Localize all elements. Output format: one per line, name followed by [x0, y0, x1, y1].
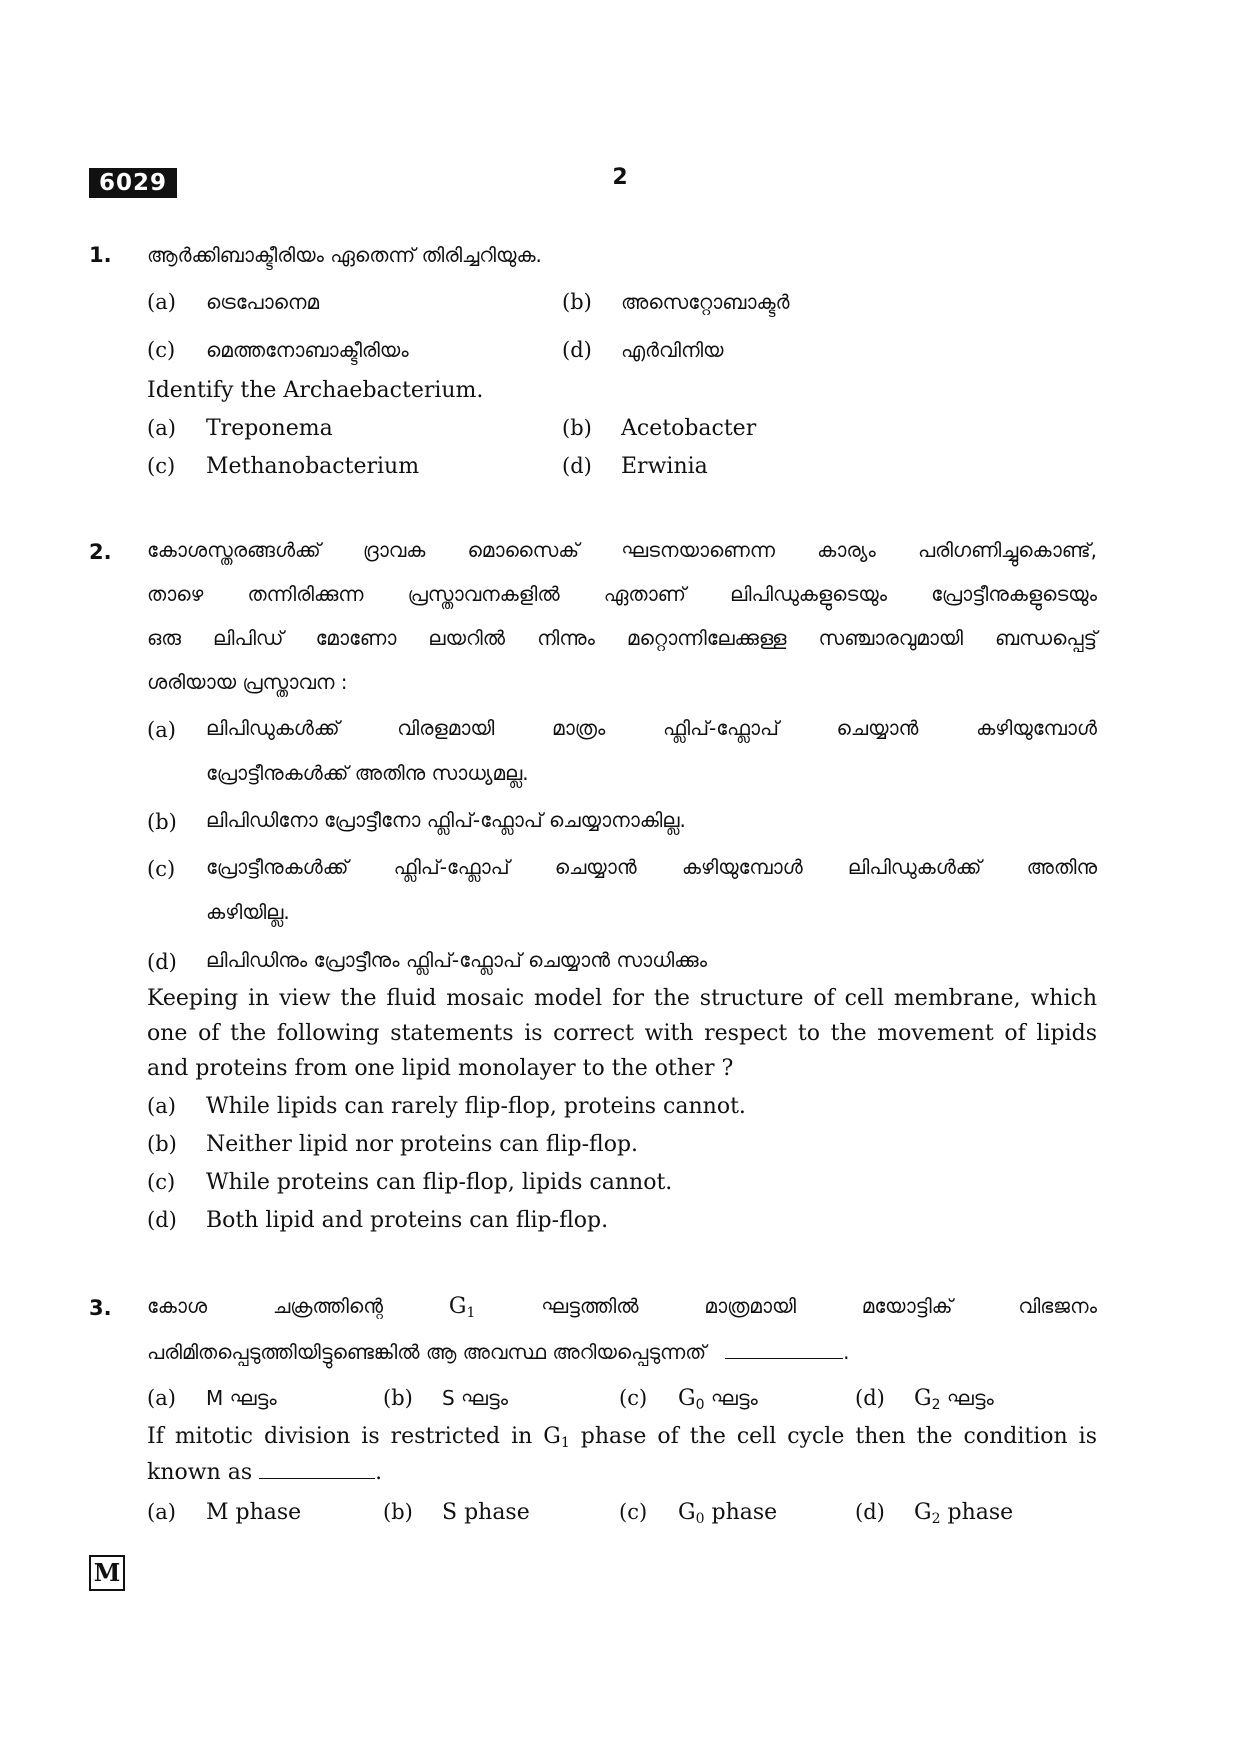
option-text-en: Erwinia — [621, 454, 708, 479]
question-line: പരിമിതപ്പെടുത്തിയിട്ടുണ്ടെങ്കിൽ ആ അവസ്ഥ അറിയപ്പെടുന്നത് . — [147, 1340, 850, 1364]
question-line: Keeping in view the fluid mosaic model for the structure of cell membrane, which — [147, 986, 1097, 1011]
option-text-ml: ട്രെപോനെമ — [206, 290, 320, 314]
option-text-ml: $G_0$ ഘട്ടം — [678, 1386, 758, 1413]
option-label: (a) — [147, 1386, 176, 1410]
option-label: (a) — [147, 1500, 176, 1524]
option-text-en: Neither lipid nor proteins can flip-flop. — [206, 1132, 639, 1157]
question-word: ഘട്ടത്തിൽ — [541, 1294, 639, 1318]
question-text-ml — [147, 538, 1097, 670]
question-text-ml — [147, 1294, 1097, 1321]
footer-mark: M — [89, 1555, 125, 1591]
option-label: (a) — [147, 1094, 176, 1118]
question-line: and proteins from one lipid monolayer to the other ? — [147, 1056, 734, 1081]
option-text-ml: ലിപിഡിനോ പ്രോട്ടീനോ ഫ്ലിപ്-ഫ്ലോപ് ചെയ്യാനാകില്ല. — [206, 808, 686, 832]
question-text-en: Identify the Archaebacterium. — [147, 378, 484, 403]
question-line: താഴെ തന്നിരിക്കുന്ന പ്രസ്താവനകളിൽ ഏതാണ് ലിപിഡുകളുടെയും പ്രോട്ടീനുകളുടെയും — [147, 582, 1097, 606]
option-label: (a) — [147, 290, 176, 314]
answer-blank — [725, 1340, 843, 1359]
question-text-ml: ആർക്കിബാക്ടീരിയം ഏതെന്ന് തിരിച്ചറിയുക. — [147, 243, 542, 267]
paper-code-badge: 6029 — [89, 168, 177, 198]
option-label: (d) — [562, 454, 592, 478]
option-text-ml-cont: പ്രോട്ടീനുകൾക്ക് അതിനു സാധ്യമല്ല. — [206, 761, 529, 785]
option-label: (c) — [147, 454, 176, 478]
option-text-en: Acetobacter — [621, 416, 757, 441]
option-text-en: Both lipid and proteins can flip-flop. — [206, 1208, 609, 1233]
answer-blank — [259, 1460, 375, 1479]
option-text-ml-cont: കഴിയില്ല. — [206, 900, 290, 924]
question-number: 3. — [89, 1296, 112, 1320]
option-text-ml: M ഘട്ടം — [206, 1386, 277, 1410]
option-label: (c) — [147, 338, 176, 362]
question-line: known as . — [147, 1460, 383, 1485]
option-label: (c) — [147, 857, 176, 881]
question-word: മാത്രമായി — [704, 1294, 796, 1318]
question-line: കോശസ്തരങ്ങൾക്ക് ദ്രാവക മൊസൈക് ഘടനയാണെന്ന കാര്യം പരിഗണിച്ചുകൊണ്ട്, — [147, 538, 1097, 562]
option-text-ml: പ്രോട്ടീനുകൾക്ക് ഫ്ലിപ്-ഫ്ലോപ് ചെയ്യാൻ കഴിയുമ്പോൾ ലിപിഡുകൾക്ക് അതിനു — [206, 855, 1097, 879]
option-text-en: While proteins can flip-flop, lipids cannot. — [206, 1170, 673, 1195]
option-text-ml: $G_2$ ഘട്ടം — [914, 1386, 994, 1413]
question-text-en — [147, 986, 1097, 1056]
option-label: (d) — [147, 950, 177, 974]
option-text-en: M phase — [206, 1500, 302, 1525]
option-label: (b) — [383, 1386, 413, 1410]
question-text-en: If mitotic division is restricted in $G_1$ phase of the cell cycle then the condition is — [147, 1424, 1097, 1451]
option-text-en: $G_0$ phase — [678, 1500, 778, 1527]
question-number: 1. — [89, 243, 112, 267]
phase-symbol: $G_1$ — [448, 1294, 476, 1321]
option-text-en: Methanobacterium — [206, 454, 420, 479]
question-word: വിഭജനം — [1018, 1294, 1097, 1318]
option-label: (c) — [147, 1170, 176, 1194]
option-label: (d) — [147, 1208, 177, 1232]
question-line: ശരിയായ പ്രസ്താവന : — [147, 670, 348, 694]
option-label: (b) — [147, 1132, 177, 1156]
option-label: (a) — [147, 718, 176, 742]
page-number: 2 — [612, 165, 628, 190]
question-line: one of the following statements is correct with respect to the movement of lipids — [147, 1021, 1097, 1046]
question-word: കോശ — [147, 1294, 208, 1318]
option-label: (a) — [147, 416, 176, 440]
question-number: 2. — [89, 540, 112, 564]
option-label: (b) — [562, 416, 592, 440]
option-text-ml: ലിപിഡിനും പ്രോട്ടീനും ഫ്ലിപ്-ഫ്ലോപ് ചെയ്യാൻ സാധിക്കും — [206, 948, 707, 972]
option-label: (c) — [619, 1500, 648, 1524]
option-text-ml: S ഘട്ടം — [442, 1386, 509, 1410]
option-label: (d) — [855, 1386, 885, 1410]
option-text-en: S phase — [442, 1500, 530, 1525]
option-text-ml: മെത്തനോബാക്ടീരിയം — [206, 338, 409, 362]
option-label: (b) — [147, 810, 177, 834]
question-word: മയോട്ടിക് — [861, 1294, 953, 1318]
option-label: (b) — [383, 1500, 413, 1524]
option-text-en: Treponema — [206, 416, 333, 441]
option-text-ml: എർവിനിയ — [621, 338, 724, 362]
option-label: (d) — [855, 1500, 885, 1524]
option-text-en: While lipids can rarely flip-flop, proteins cannot. — [206, 1094, 746, 1119]
option-text-ml: അസെറ്റോബാക്ടർ — [621, 290, 790, 314]
option-text-ml: ലിപിഡുകൾക്ക് വിരളമായി മാത്രം ഫ്ലിപ്-ഫ്ലോപ് ചെയ്യാൻ കഴിയുമ്പോൾ — [206, 716, 1097, 740]
option-label: (c) — [619, 1386, 648, 1410]
question-word: ചക്രത്തിന്റെ — [272, 1294, 384, 1318]
option-label: (d) — [562, 338, 592, 362]
question-line: ഒരു ലിപിഡ് മോണോ ലയറിൽ നിന്നും മറ്റൊന്നിലേക്കുള്ള സഞ്ചാരവുമായി ബന്ധപ്പെട്ട് — [147, 626, 1097, 650]
option-text-en: $G_2$ phase — [914, 1500, 1014, 1527]
option-label: (b) — [562, 290, 592, 314]
